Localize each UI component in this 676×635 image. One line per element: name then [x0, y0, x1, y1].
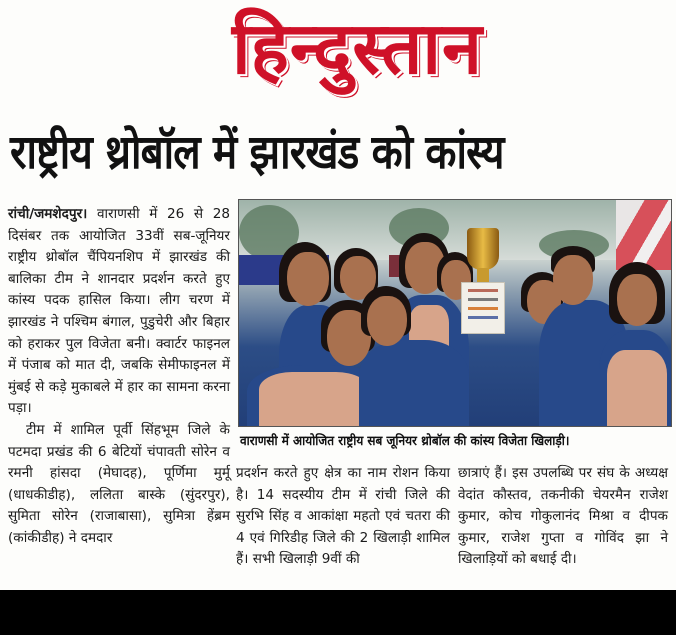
- newspaper-masthead: हिन्दुस्तान: [232, 6, 484, 90]
- person-body: [359, 340, 469, 427]
- photo-caption: वाराणसी में आयोजित राष्ट्रीय सब जूनियर थ्रोबॉल की कांस्य विजेता खिलाड़ी।: [240, 434, 570, 449]
- trophy-cup: [467, 228, 499, 270]
- person-vest: [607, 350, 667, 427]
- coach-face: [553, 255, 593, 305]
- person-face: [367, 296, 407, 346]
- trophy-plaque: [461, 282, 505, 334]
- article-dateline: रांची/जमशेदपुर।: [8, 206, 88, 222]
- article-column-1: [8, 204, 230, 550]
- article-paragraph-2: टीम में शामिल पूर्वी सिंहभूम जिले के पटमदा प्रखंड की 6 बेटियों चंपावती सोरेन व रमनी हांसदा (मेघादह), पूर्णिमा मुर्मू (धाधकीडीह), ललिता बास्के (सुंदरपुर), सुमिता सोरेन (राजाबासा), सुमित्रा हेंब्रम (कांकीडीह) ने दमदार: [8, 421, 230, 546]
- person-face: [287, 252, 329, 306]
- team-photo: [238, 199, 672, 427]
- photo-flag: [616, 200, 671, 270]
- article-column-2: प्रदर्शन करते हुए क्षेत्र का नाम रोशन किया है। 14 सदस्यीय टीम में रांची जिले की सुरभि सिंह व आकांक्षा महतो एवं चतरा की 4 एवं गिरिडीह जिले की 2 खिलाड़ी शामिल हैं। सभी खिलाड़ी 9वीं की: [236, 465, 450, 568]
- article-paragraph-1: वाराणसी में 26 से 28 दिसंबर तक आयोजित 33वीं सब-जूनियर राष्ट्रीय थ्रोबॉल चैंपियनशिप में झारखंड की बालिका टीम ने शानदार प्रदर्शन करते हुए कांस्य पदक हासिल किया। लीग चरण में झारखंड ने पश्चिम बंगाल, पुडुचेरी और बिहार को हराकर पुल विजेता बनी। क्वार्टर फाइनल में पंजाब को मात दी, जबकि सेमीफाइनल में मुंबई से कड़े मुकाबले में हार का सामना करना पड़ा।: [8, 206, 230, 417]
- article-column-3: छात्राएं हैं। इस उपलब्धि पर संघ के अध्यक्ष वेदांत कौस्तव, तकनीकी चेयरमैन राजेश कुमार, कोच गोकुलानंद मिश्रा व दीपक कुमार, राजेश गुप्ता व गोविंद झा ने खिलाड़ियों को बधाई दी।: [458, 465, 668, 568]
- article-headline: राष्ट्रीय थ्रोबॉल में झारखंड को कांस्य: [10, 125, 504, 180]
- trophy-stem: [477, 268, 489, 282]
- person-vest: [259, 372, 369, 427]
- person-face: [617, 274, 657, 326]
- black-bottom-bar: [0, 590, 676, 635]
